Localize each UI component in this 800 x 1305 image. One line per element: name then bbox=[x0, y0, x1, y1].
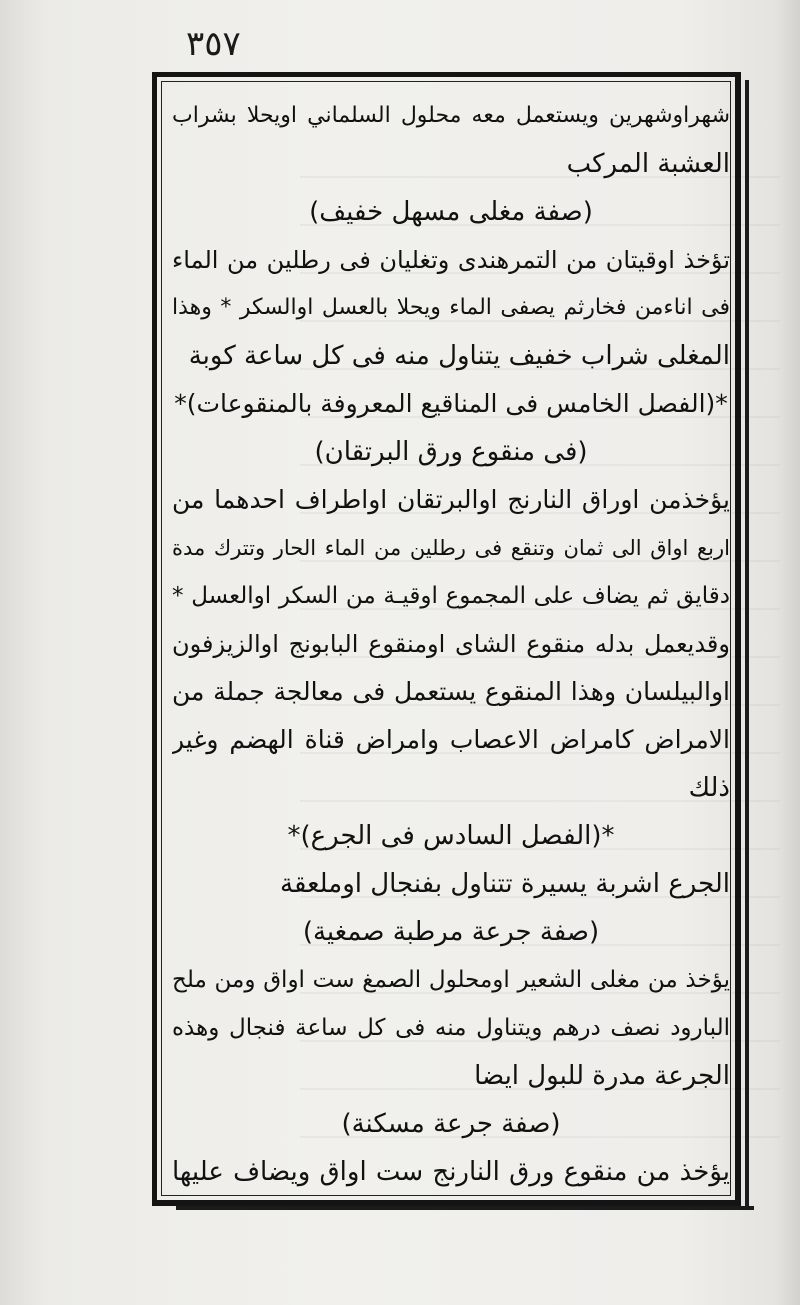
text-line: الجرع اشربة يسيرة تتناول بفنجال اوملعقة bbox=[280, 869, 730, 899]
text-line: دقايق ثم يضاف على المجموع اوقيـة من السكر اوالعسل * bbox=[172, 583, 730, 609]
text-line: يؤخذ من منقوع ورق النارنج ست اواق ويضاف عليها bbox=[172, 1157, 730, 1187]
text-line: البارود نصف درهم ويتناول منه فى كل ساعة فنجال وهذه bbox=[172, 1015, 730, 1041]
frame-right-shadow-rule bbox=[745, 80, 749, 1210]
section-heading-line: *(الفصل السادس فى الجرع)* bbox=[287, 821, 615, 851]
section-heading-line: *(الفصل الخامس فى المناقيع المعروفة بالمنقوعات)* bbox=[174, 389, 728, 418]
section-heading-line: (صفة جرعة مسكنة) bbox=[341, 1109, 561, 1139]
text-line: يؤخذمن اوراق النارنج اوالبرتقان اواطراف احدهما من bbox=[172, 485, 730, 514]
text-line: وقديعمل بدله منقوع الشاى اومنقوع البابونج اوالزيزفون bbox=[172, 630, 730, 658]
section-heading-line: (صفة مغلى مسهل خفيف) bbox=[309, 197, 593, 227]
frame-bottom-shadow-rule bbox=[176, 1206, 754, 1210]
section-heading-line: (فى منقوع ورق البرتقان) bbox=[314, 437, 588, 467]
section-heading-line: (صفة جرعة مرطبة صمغية) bbox=[302, 917, 600, 947]
text-line: شهراوشهرين ويستعمل معه محلول السلماني اويحلا بشراب bbox=[172, 103, 730, 128]
text-line: الامراض كامراض الاعصاب وامراض قناة الهضم وغير bbox=[172, 725, 730, 754]
text-line: العشبة المركب bbox=[566, 149, 730, 179]
page-number: ٣٥٧ bbox=[186, 24, 241, 64]
text-line: اوالبيلسان وهذا المنقوع يستعمل فى معالجة جملة من bbox=[172, 677, 730, 706]
body-text bbox=[172, 92, 730, 1196]
text-line: الجرعة مدرة للبول ايضا bbox=[474, 1061, 730, 1091]
text-line: ذلك bbox=[688, 773, 730, 803]
text-line: تؤخذ اوقيتان من التمرهندى وتغليان فى رطلين من الماء bbox=[172, 246, 730, 274]
text-line: فى اناءمن فخارثم يصفى الماء ويحلا بالعسل اوالسكر * وهذا bbox=[172, 295, 730, 320]
text-line: اربع اواق الى ثمان وتنقع فى رطلين من الماء الحار وتترك مدة bbox=[172, 536, 730, 560]
text-line: يؤخذ من مغلى الشعير اومحلول الصمغ ست اواق ومن ملح bbox=[172, 967, 730, 993]
text-line: المغلى شراب خفيف يتناول منه فى كل ساعة كوبة bbox=[188, 341, 730, 371]
